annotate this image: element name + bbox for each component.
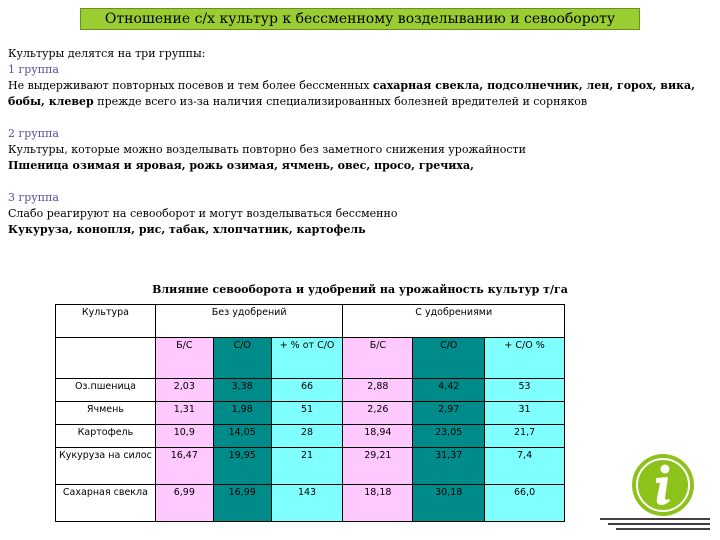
value-cell: 30,18 bbox=[413, 485, 485, 522]
value-cell: 10,9 bbox=[155, 425, 213, 448]
yield-table bbox=[55, 304, 565, 522]
value-cell: 66,0 bbox=[485, 485, 565, 522]
subheader-cell: С/О bbox=[213, 338, 271, 379]
value-cell: 18,18 bbox=[343, 485, 413, 522]
header-culture: Культура bbox=[56, 305, 156, 338]
group-1-line2 bbox=[8, 94, 708, 110]
group-1-line1 bbox=[8, 78, 708, 94]
table-row bbox=[56, 379, 565, 402]
info-icon-stand bbox=[600, 515, 710, 535]
group-2-desc: Культуры, которые можно возделывать повторно без заметного снижения урожайности bbox=[8, 143, 526, 156]
group-3-label: 3 группа bbox=[8, 191, 59, 204]
crop-name: Ячмень bbox=[56, 402, 156, 425]
header-without-fertilizer: Без удобрений bbox=[155, 305, 343, 338]
value-cell: 21,7 bbox=[485, 425, 565, 448]
value-cell: 3,38 bbox=[213, 379, 271, 402]
table-subheader-row bbox=[56, 338, 565, 379]
group-2-label: 2 группа bbox=[8, 127, 59, 140]
value-cell: 2,03 bbox=[155, 379, 213, 402]
value-cell: 19,95 bbox=[213, 448, 271, 485]
value-cell: 143 bbox=[271, 485, 343, 522]
crop-name: Оз.пшеница bbox=[56, 379, 156, 402]
value-cell: 1,98 bbox=[213, 402, 271, 425]
value-cell: 6,99 bbox=[155, 485, 213, 522]
slide-title-text: Отношение с/х культур к бессменному возделыванию и севообороту bbox=[104, 11, 616, 27]
value-cell: 23,05 bbox=[413, 425, 485, 448]
table-row bbox=[56, 485, 565, 522]
group-3-crops-text: Кукуруза, конопля, рис, табак, хлопчатник, картофель bbox=[8, 223, 366, 236]
value-cell: 66 bbox=[271, 379, 343, 402]
subheader-cell: + С/О % bbox=[485, 338, 565, 379]
group-1-line1-crops: сахарная свекла, подсолнечник, лен, горох, вика, bbox=[372, 79, 695, 92]
value-cell: 16,47 bbox=[155, 448, 213, 485]
value-cell: 4,42 bbox=[413, 379, 485, 402]
header-with-fertilizer: С удобрениями bbox=[343, 305, 565, 338]
table-row bbox=[56, 448, 565, 485]
subheader-cell: Б/С bbox=[343, 338, 413, 379]
value-cell: 53 bbox=[485, 379, 565, 402]
group-2-crops bbox=[8, 158, 708, 174]
crop-name: Кукуруза на силос bbox=[56, 448, 156, 485]
value-cell: 29,21 bbox=[343, 448, 413, 485]
subheader-cell: Б/С bbox=[155, 338, 213, 379]
group-1-line2-rest: прежде всего из-за наличия специализированных болезней вредителей и сорняков bbox=[93, 95, 588, 108]
value-cell: 18,94 bbox=[343, 425, 413, 448]
subheader-cell: + % от С/О bbox=[271, 338, 343, 379]
group-1-line1-prefix: Не выдерживают повторных посевов и тем более бессменных bbox=[8, 79, 373, 92]
value-cell: 2,88 bbox=[343, 379, 413, 402]
value-cell: 16,99 bbox=[213, 485, 271, 522]
info-icon[interactable] bbox=[630, 452, 696, 518]
subheader-empty bbox=[56, 338, 156, 379]
value-cell: 7,4 bbox=[485, 448, 565, 485]
slide-title bbox=[80, 8, 640, 30]
value-cell: 2,26 bbox=[343, 402, 413, 425]
crop-name: Картофель bbox=[56, 425, 156, 448]
table-row bbox=[56, 402, 565, 425]
value-cell: 31,37 bbox=[413, 448, 485, 485]
table-header-row bbox=[56, 305, 565, 338]
value-cell: 2,97 bbox=[413, 402, 485, 425]
table-row bbox=[56, 425, 565, 448]
value-cell: 28 bbox=[271, 425, 343, 448]
crop-name: Сахарная свекла bbox=[56, 485, 156, 522]
value-cell: 51 bbox=[271, 402, 343, 425]
table-title: Влияние севооборота и удобрений на урожайность культур т/га bbox=[152, 283, 568, 296]
intro-text: Культуры делятся на три группы: bbox=[8, 47, 206, 60]
value-cell: 31 bbox=[485, 402, 565, 425]
group-3-crops bbox=[8, 222, 708, 238]
group-1-line2-crops: бобы, клевер bbox=[8, 95, 94, 108]
group-3-desc: Слабо реагируют на севооборот и могут возделываться бессменно bbox=[8, 207, 398, 220]
group-1-label: 1 группа bbox=[8, 63, 59, 76]
subheader-cell: С/О bbox=[413, 338, 485, 379]
group-2-crops-text: Пшеница озимая и яровая, рожь озимая, ячмень, овес, просо, гречиха, bbox=[8, 159, 474, 172]
groups-text bbox=[8, 46, 708, 238]
value-cell: 1,31 bbox=[155, 402, 213, 425]
value-cell: 14,05 bbox=[213, 425, 271, 448]
value-cell: 21 bbox=[271, 448, 343, 485]
